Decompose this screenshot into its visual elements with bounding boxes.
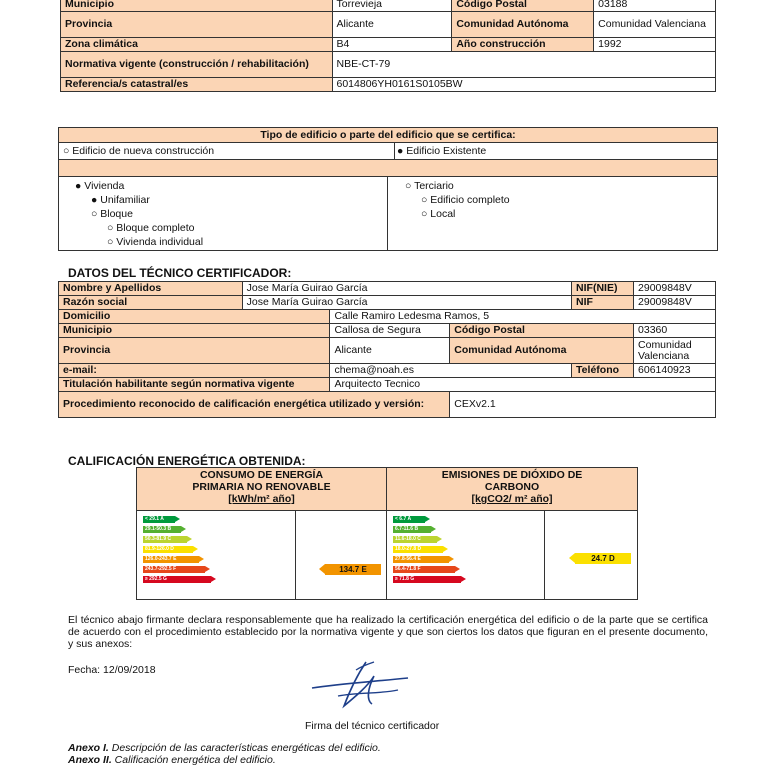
bloque-option: ○ Bloque [91, 208, 133, 220]
cp-label: Código Postal [452, 0, 594, 12]
ref-value: 6014806YH0161S0105BW [332, 78, 716, 92]
vivienda-individual-option: ○ Vivienda individual [107, 236, 204, 248]
anexo-1-text: Descripción de las características energéticas del edificio. [108, 742, 381, 754]
normativa-label: Normativa vigente (construcción / rehabilitación) [61, 52, 333, 78]
anexo-2-text: Calificación energética del edificio. [111, 754, 276, 766]
anio-value: 1992 [594, 38, 716, 52]
anexo-1-label: Anexo I. [68, 742, 109, 754]
proc-value: CEXv2.1 [450, 392, 716, 418]
fecha-text: Fecha: 12/09/2018 [68, 664, 156, 676]
zona-label: Zona climática [61, 38, 333, 52]
anio-label: Año construcción [452, 38, 594, 52]
consumo-rating-B: 29.1-50.3 B [143, 526, 181, 533]
consumo-rating-C: 50.3-81.9 C [143, 536, 187, 543]
local-option: ○ Local [421, 208, 456, 220]
domicilio-value: Calle Ramiro Ledesma Ramos, 5 [330, 310, 716, 324]
tec-ca-value: Comunidad Valenciana [634, 338, 716, 364]
razon-label: Razón social [59, 296, 243, 310]
nombre-value: Jose María Guirao García [242, 282, 571, 296]
consumo-title: CONSUMO DE ENERGÍA PRIMARIA NO RENOVABLE [kWh/m² año] [137, 469, 386, 505]
ref-label: Referencia/s catastral/es [61, 78, 333, 92]
anexo-1 [68, 742, 381, 754]
emisiones-rating-D: 18.0-27.8 D [393, 546, 443, 553]
consumo-rating-D: 81.9-126.0 D [143, 546, 193, 553]
ca-label: Comunidad Autónoma [452, 12, 594, 38]
consumo-unit: [kWh/m² año] [228, 493, 295, 505]
cp-value: 03188 [594, 0, 716, 12]
emisiones-value-tag: 24.7 D [575, 553, 631, 564]
tec-cp-label: Código Postal [450, 324, 634, 338]
municipio-value: Torrevieja [332, 0, 452, 12]
emisiones-unit: [kgCO2/ m² año] [471, 493, 553, 505]
nifnie-label: NIF(NIE) [572, 282, 634, 296]
tec-provincia-value: Alicante [330, 338, 450, 364]
firma-label: Firma del técnico certificador [305, 720, 440, 732]
edificio-existente-option: ● Edificio Existente [397, 145, 487, 157]
tecnico-table [58, 281, 716, 418]
terciario-option: ○ Terciario [405, 180, 454, 192]
nif-value: 29009848V [634, 296, 716, 310]
emisiones-rating-B: 6.7-11.6 B [393, 526, 431, 533]
bloque-completo-option: ○ Bloque completo [107, 222, 195, 234]
emisiones-rating-A: < 6.7 A [393, 516, 425, 523]
titulacion-value: Arquitecto Tecnico [330, 378, 716, 392]
razon-value: Jose María Guirao García [242, 296, 571, 310]
emisiones-rating-G: ≥ 71.8 G [393, 576, 461, 583]
normativa-value: NBE-CT-79 [332, 52, 716, 78]
email-value: chema@noah.es [330, 364, 572, 378]
emisiones-rating-C: 11.6-18.0 C [393, 536, 437, 543]
tel-label: Teléfono [572, 364, 634, 378]
emisiones-title: EMISIONES DE DIÓXIDO DE CARBONO [kgCO2/ m² año] [387, 469, 637, 505]
nombre-label: Nombre y Apellidos [59, 282, 243, 296]
tel-value: 606140923 [634, 364, 716, 378]
consumo-rating-A: < 29.1 A [143, 516, 175, 523]
tec-municipio-label: Municipio [59, 324, 330, 338]
provincia-value: Alicante [332, 12, 452, 38]
ca-value: Comunidad Valenciana [594, 12, 716, 38]
unifamiliar-option: ● Unifamiliar [91, 194, 150, 206]
nifnie-value: 29009848V [634, 282, 716, 296]
tipo-edificio-title: Tipo de edificio o parte del edificio que se certifica: [59, 128, 717, 143]
building-table [60, 0, 716, 92]
calificacion-box [136, 467, 638, 600]
anexo-2-label: Anexo II. [68, 754, 112, 766]
calificacion-section-title: CALIFICACIÓN ENERGÉTICA OBTENIDA: [68, 454, 306, 468]
edificio-completo-option: ○ Edificio completo [421, 194, 510, 206]
tec-ca-label: Comunidad Autónoma [450, 338, 634, 364]
provincia-label: Provincia [61, 12, 333, 38]
proc-label: Procedimiento reconocido de calificación energética utilizado y versión: [59, 392, 450, 418]
tec-cp-value: 03360 [634, 324, 716, 338]
tecnico-section-title: DATOS DEL TÉCNICO CERTIFICADOR: [68, 266, 292, 280]
email-label: e-mail: [59, 364, 330, 378]
consumo-rating-G: ≥ 292.5 G [143, 576, 211, 583]
emisiones-rating-F: 56.4-71.8 F [393, 566, 455, 573]
tipo-edificio-box [58, 127, 718, 251]
emisiones-rating-E: 27.8-56.4 E [393, 556, 449, 563]
consumo-rating-F: 243.7-292.5 F [143, 566, 205, 573]
municipio-label: Municipio [61, 0, 333, 12]
anexo-2 [68, 754, 276, 766]
nif-label: NIF [572, 296, 634, 310]
declaracion-text: El técnico abajo firmante declara responsablemente que ha realizado la certificación energética del edificio o de la parte que se certifica de acuerdo con el procedimiento establecido por la normativa vigente y que son ciertos los datos que figuran en el presente documento, y sus anexos: [68, 614, 708, 650]
nueva-construccion-option: ○ Edificio de nueva construcción [63, 145, 215, 157]
tec-municipio-value: Callosa de Segura [330, 324, 450, 338]
domicilio-label: Domicilio [59, 310, 330, 324]
signature-image [308, 656, 428, 712]
consumo-value-tag: 134.7 E [325, 564, 381, 575]
consumo-rating-E: 126.0-243.7 E [143, 556, 199, 563]
vivienda-option: ● Vivienda [75, 180, 125, 192]
titulacion-label: Titulación habilitante según normativa vigente [59, 378, 330, 392]
tec-provincia-label: Provincia [59, 338, 330, 364]
zona-value: B4 [332, 38, 452, 52]
